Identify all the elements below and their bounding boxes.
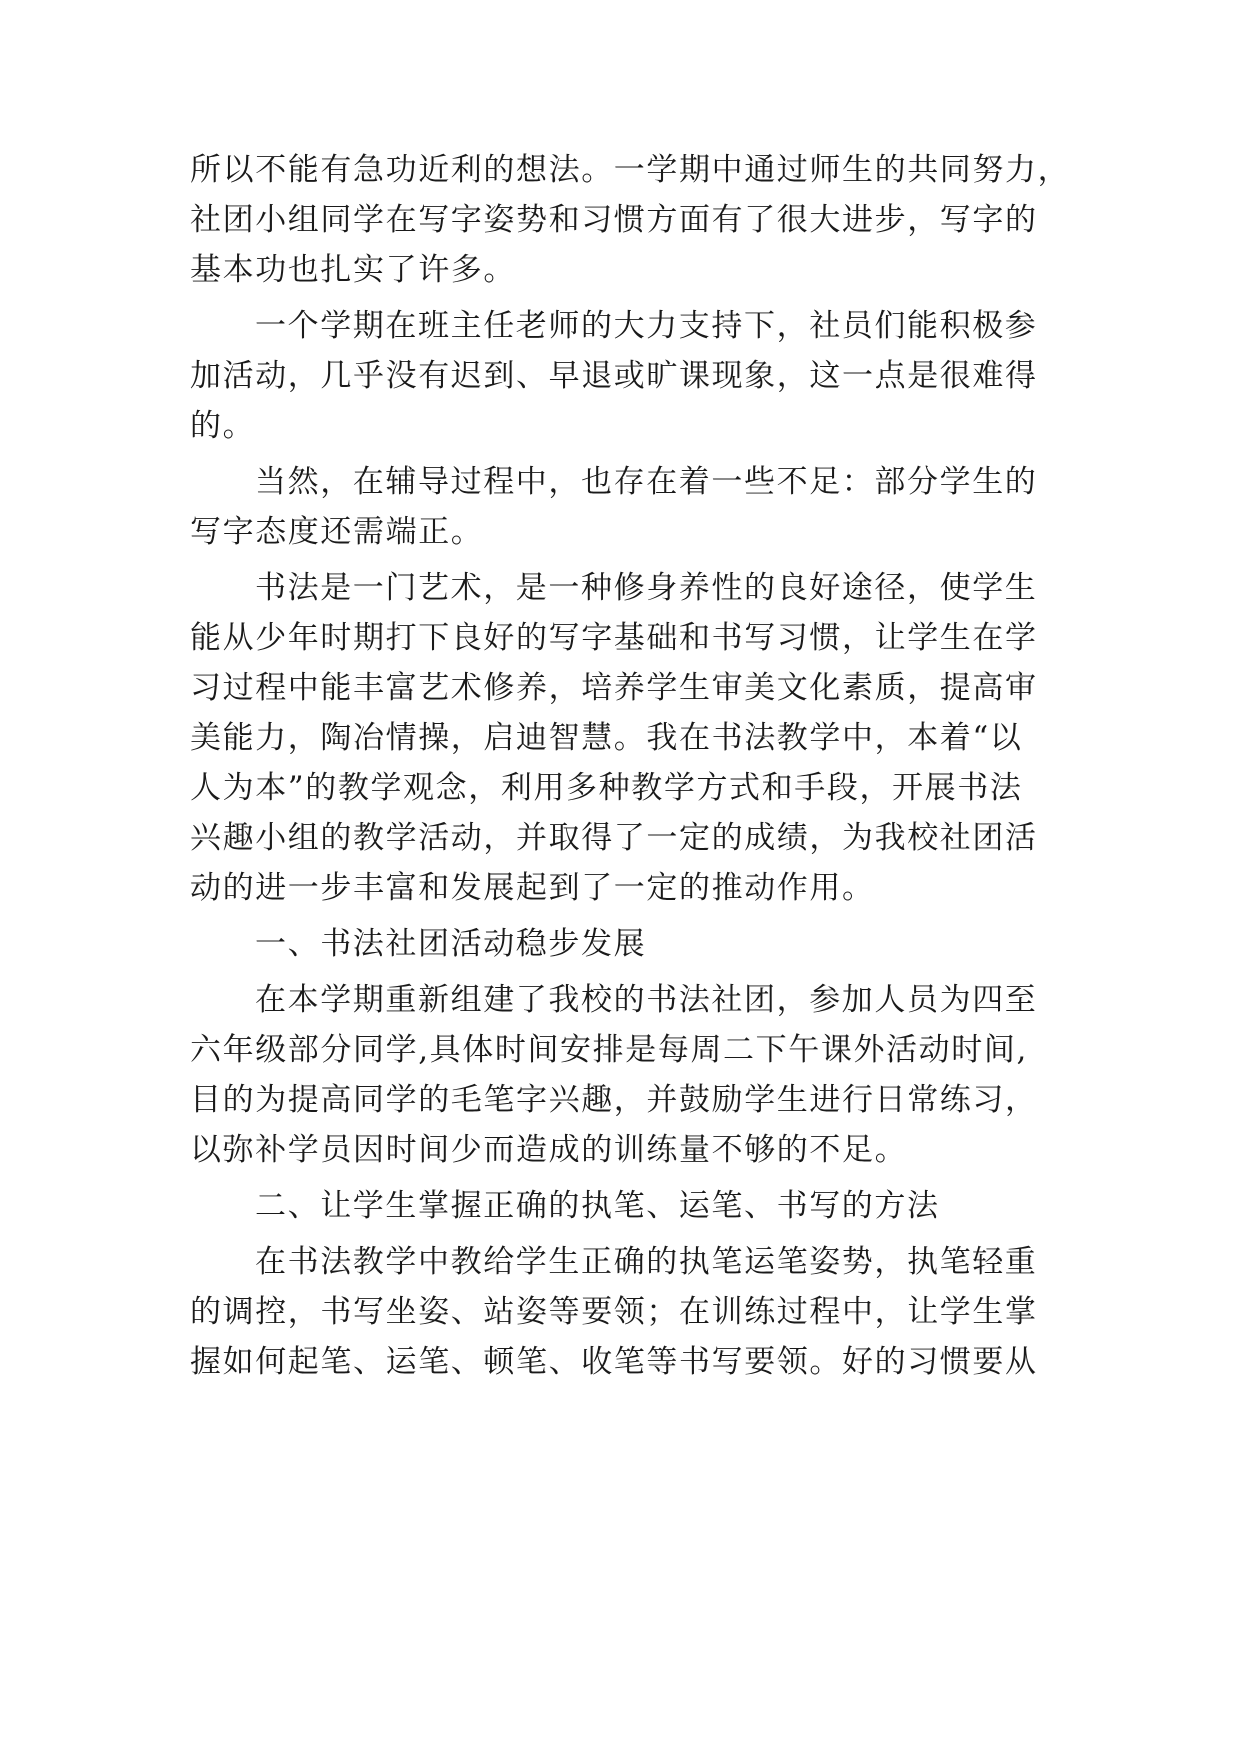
text-line-10: 能从少年时期打下良好的写字基础和书写习惯，让学生在学 [190,620,1038,656]
text-line-15: 动的进一步丰富和发展起到了一定的推动作用。 [190,870,875,906]
text-line-17: 在本学期重新组建了我校的书法社团，参加人员为四至 [255,982,1038,1018]
text-line-6: 的。 [190,408,256,444]
text-line-22: 在书法教学中教给学生正确的执笔运笔姿势，执笔轻重 [255,1244,1038,1280]
text-line-18: 六年级部分同学,具体时间安排是每周二下午课外活动时间, [190,1032,1028,1068]
text-line-23: 的调控，书写坐姿、站姿等要领；在训练过程中，让学生掌 [190,1294,1038,1330]
text-line-12: 美能力，陶冶情操，启迪智慧。我在书法教学中，本着“以 [190,720,1023,756]
section-heading-1: 一、书法社团活动稳步发展 [255,926,647,962]
text-line-19: 目的为提高同学的毛笔字兴趣，并鼓励学生进行日常练习， [190,1082,1038,1118]
section-heading-2: 二、让学生掌握正确的执笔、运笔、书写的方法 [255,1188,940,1224]
text-line-2: 社团小组同学在写字姿势和习惯方面有了很大进步，写字的 [190,202,1038,238]
text-line-20: 以弥补学员因时间少而造成的训练量不够的不足。 [190,1132,908,1168]
text-line-3: 基本功也扎实了许多。 [190,252,516,288]
text-line-7: 当然，在辅导过程中，也存在着一些不足：部分学生的 [255,464,1038,500]
text-line-9: 书法是一门艺术，是一种修身养性的良好途径，使学生 [255,570,1038,606]
text-line-1: 所以不能有急功近利的想法。一学期中通过师生的共同努力， [190,152,1071,188]
text-line-4: 一个学期在班主任老师的大力支持下，社员们能积极参 [255,308,1038,344]
text-line-11: 习过程中能丰富艺术修养，培养学生审美文化素质，提高审 [190,670,1038,706]
text-line-5: 加活动，几乎没有迟到、早退或旷课现象，这一点是很难得 [190,358,1038,394]
text-line-8: 写字态度还需端正。 [190,514,484,550]
text-line-13: 人为本”的教学观念，利用多种教学方式和手段，开展书法 [190,770,1023,806]
text-line-24: 握如何起笔、运笔、顿笔、收笔等书写要领。好的习惯要从 [190,1344,1038,1380]
text-line-14: 兴趣小组的教学活动，并取得了一定的成绩，为我校社团活 [190,820,1038,856]
